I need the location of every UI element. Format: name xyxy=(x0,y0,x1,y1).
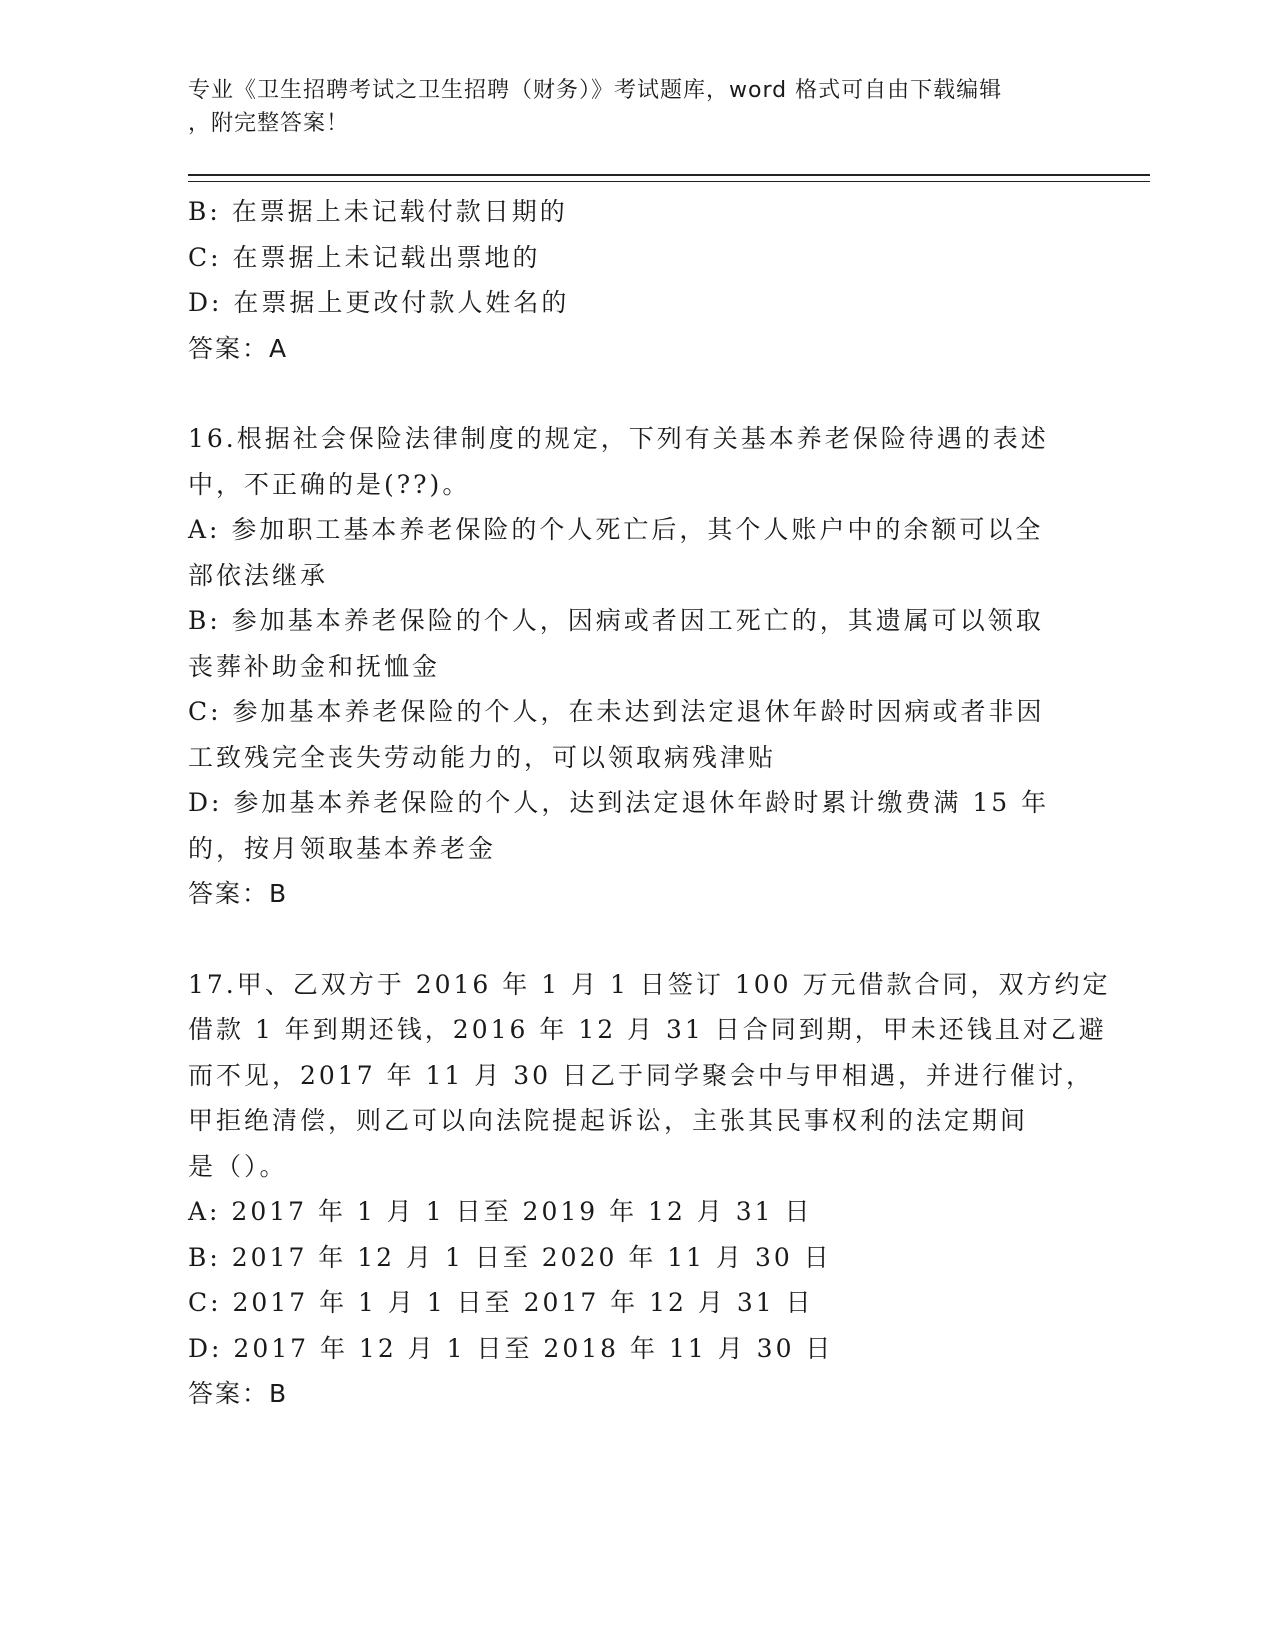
document-body xyxy=(188,189,1111,1417)
q17-stem-line-3: 而不见，2017 年 11 月 30 日乙于同学聚会中与甲相遇，并进行催讨， xyxy=(188,1060,1094,1090)
document-header xyxy=(188,74,1088,140)
q17-option-b: B: 2017 年 12 月 1 日至 2020 年 11 月 30 日 xyxy=(188,1242,832,1272)
header-line-1: 专业《卫生招聘考试之卫生招聘（财务）》考试题库，word 格式可自由下载编辑 xyxy=(188,78,1003,103)
q16-answer: 答案：B xyxy=(188,879,289,908)
q16-option-b-line-1: B: 参加基本养老保险的个人，因病或者因工死亡的，其遗属可以领取 xyxy=(188,606,1044,635)
q17-stem-line-2: 借款 1 年到期还钱，2016 年 12 月 31 日合同到期，甲未还钱且对乙避 xyxy=(188,1015,1107,1044)
q17-option-d: D: 2017 年 12 月 1 日至 2018 年 11 月 30 日 xyxy=(188,1333,834,1363)
question-15 xyxy=(188,189,1088,371)
q17-answer: 答案：B xyxy=(188,1379,289,1408)
q17-option-a: A: 2017 年 1 月 1 日至 2019 年 12 月 31 日 xyxy=(188,1197,813,1226)
q17-stem-line-4: 甲拒绝清偿，则乙可以向法院提起诉讼，主张其民事权利的法定期间 xyxy=(188,1106,1029,1135)
q16-option-c-line-1: C: 参加基本养老保险的个人，在未达到法定退休年龄时因病或者非因 xyxy=(188,697,1045,726)
q17-stem-line-1: 17.甲、乙双方于 2016 年 1 月 1 日签订 100 万元借款合同，双方约定 xyxy=(188,969,1111,999)
q16-stem-line-1: 16.根据社会保险法律制度的规定，下列有关基本养老保险待遇的表述 xyxy=(188,424,1049,453)
q16-option-c-line-2: 工致残完全丧失劳动能力的，可以领取病残津贴 xyxy=(188,742,777,772)
q15-answer: 答案：A xyxy=(188,333,289,363)
header-divider-thick xyxy=(188,174,1150,176)
q16-option-d-line-1: D: 参加基本养老保险的个人，达到法定退休年龄时累计缴费满 15 年 xyxy=(188,788,1050,817)
q16-option-a-line-2: 部依法继承 xyxy=(188,560,329,590)
q15-option-c: C: 在票据上未记载出票地的 xyxy=(188,242,541,272)
q17-stem-line-5: 是（）。 xyxy=(188,1151,288,1181)
q15-option-b: B: 在票据上未记载付款日期的 xyxy=(188,197,568,226)
q16-option-d-line-2: 的，按月领取基本养老金 xyxy=(188,833,497,863)
header-line-2: ，附完整答案！ xyxy=(188,111,350,136)
header-divider-thin xyxy=(188,181,1150,182)
q17-option-c: C: 2017 年 1 月 1 日至 2017 年 12 月 31 日 xyxy=(188,1288,814,1317)
q15-option-d: D: 在票据上更改付款人姓名的 xyxy=(188,288,570,317)
question-17 xyxy=(188,962,1111,1417)
spacer xyxy=(188,371,1088,416)
spacer xyxy=(188,917,1088,962)
question-16 xyxy=(188,416,1088,917)
q16-option-a-line-1: A: 参加职工基本养老保险的个人死亡后，其个人账户中的余额可以全 xyxy=(188,515,1044,544)
q16-stem-line-2: 中，不正确的是(??)。 xyxy=(188,469,471,499)
q16-option-b-line-2: 丧葬补助金和抚恤金 xyxy=(188,651,441,681)
